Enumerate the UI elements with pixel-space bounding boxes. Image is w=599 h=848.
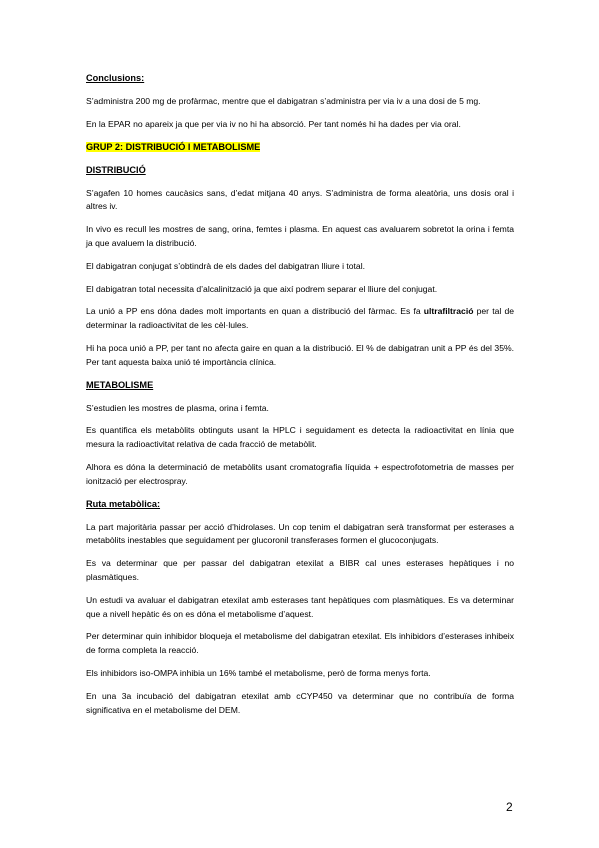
ruta-paragraph-5: Els inhibidors iso-OMPA inhibia un 16% també el metabolisme, però de forma menys forta. — [86, 667, 431, 678]
metabolisme-heading: METABOLISME — [86, 379, 154, 390]
metabolisme-paragraph-3: Alhora es dóna la determinació de metabòlits usant cromatografia líquida + espectrofotometria de masses per ionització per electrospray. — [86, 461, 514, 486]
ruta-paragraph-4: Per determinar quin inhibidor bloqueja el metabolisme del dabigatran etexilat. Els inhibidors d’esterases inhibeix de forma completa la reacció. — [86, 631, 514, 656]
distribucio-heading: DISTRIBUCIÓ — [86, 164, 146, 175]
metabolisme-paragraph-1: S’estudien les mostres de plasma, orina i femta. — [86, 402, 269, 413]
conclusions-heading: Conclusions: — [86, 73, 145, 83]
conclusions-paragraph-1: S’administra 200 mg de profàrmac, mentre que el dabigatran s’administra per via iv a una dosi de 5 mg. — [86, 96, 481, 106]
ruta-paragraph-2: Es va determinar que per passar del dabigatran etexilat a BIBR cal unes esterases hepàtiques i no plasmàtiques. — [86, 558, 514, 582]
conclusions-paragraph-2: En la EPAR no apareix ja que per via iv no hi ha absorció. Per tant només hi ha dades per via oral. — [86, 118, 461, 129]
page-number: 2 — [506, 800, 513, 814]
grup2-heading-text: GRUP 2: DISTRIBUCIÓ I METABOLISME — [86, 141, 261, 152]
distribucio-paragraph-1: S’agafen 10 homes caucàsics sans, d’edat mitjana 40 anys. S’administra de forma aleatòria, uns dosis oral i altres iv. — [86, 187, 514, 212]
distribucio-paragraph-6: Hi ha poca unió a PP, per tant no afecta gaire en quan a la distribució. El % de dabigatran unit a PP és del 35%. Per tant aquesta baixa unió té importància clínica. — [86, 342, 514, 367]
ruta-paragraph-1: La part majoritària passar per acció d’hidrolases. Un cop tenim el dabigatran serà transformat per esterases a metabòlits inestables que seguidament per glucoronil transferases formen el glucoconjugats. — [86, 521, 514, 546]
distribucio-paragraph-2: In vivo es recull les mostres de sang, orina, femtes i plasma. En aquest cas avaluarem sobretot la orina i femta ja que avaluem la distribució. — [86, 224, 514, 248]
metabolisme-paragraph-2: Es quantifica els metabòlits obtinguts usant la HPLC i seguidament es detecta la radioactivitat en línia que mesura la radioactivitat relativa de cada fracció de metabòlit. — [86, 425, 514, 450]
ruta-paragraph-3: Un estudi va avaluar el dabigatran etexilat amb esterases tant hepàtiques com plasmàtiques. Es va determinar que a nivell hepàtic és on es dóna el metabolisme d’aquest. — [86, 594, 514, 619]
page-content — [86, 72, 514, 726]
ruta-metabolica-heading: Ruta metabòlica: — [86, 498, 161, 509]
ruta-paragraph-6: En una 3a incubació del dabigatran etexilat amb cCYP450 va determinar que no contribuïa de forma significativa en el metabolisme del DEM. — [86, 690, 514, 715]
distribucio-paragraph-3: El dabigatran conjugat s’obtindrà de els dades del dabigatran lliure i total. — [86, 260, 366, 271]
distribucio-p5-end: per tal de determinar la radioactivitat de les cèl·lules. — [86, 306, 515, 331]
ultrafiltracio-term: ultrafiltració — [423, 306, 474, 317]
distribucio-paragraph-5 — [86, 305, 514, 333]
distribucio-p5-start: La unió a PP ens dóna dades molt importants en quan a distribució del fàrmac. Es fa — [86, 306, 424, 317]
grup2-heading — [86, 141, 514, 154]
distribucio-paragraph-4: El dabigatran total necessita d’alcalinització ja que així podrem separar el lliure del conjugat. — [86, 283, 438, 294]
